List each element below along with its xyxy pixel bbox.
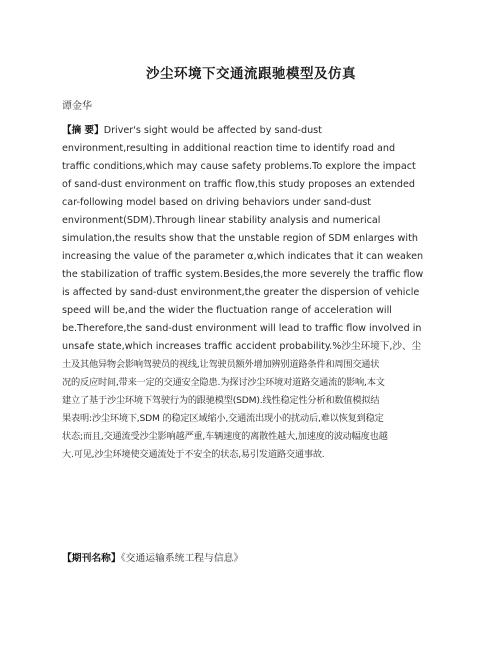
abstract-line: car-following model based on driving behaviors under sand-dust (62, 197, 372, 208)
abstract-block (62, 122, 446, 464)
abstract-line: is affected by sand-dust environment,the greater the dispersion of vehicle (62, 287, 420, 298)
abstract-line: speed will be,and the wider the fluctuation range of acceleration will (62, 305, 392, 316)
abstract-line: traffic conditions,which may cause safety problems.To explore the impact (62, 161, 416, 172)
abstract-line: simulation,the results show that the unstable region of SDM enlarges with (62, 233, 418, 244)
abstract-line: of sand-dust environment on traffic flow,this study proposes an extended (62, 179, 415, 190)
journal-line (62, 550, 243, 564)
abstract-line: environment(SDM).Through linear stability analysis and numerical (62, 215, 381, 226)
abstract-line: 建立了基于沙尘环境下驾驶行为的跟驰模型(SDM).线性稳定性分析和数值模拟结 (62, 395, 380, 406)
journal-label: 【期刊名称】 (62, 553, 121, 564)
paper-title: 沙尘环境下交通流跟驰模型及仿真 (146, 66, 356, 82)
abstract-line: be.Therefore,the sand-dust environment will lead to traffic flow involved in (62, 323, 422, 334)
abstract-line: 大.可见,沙尘环境使交通流处于不安全的状态,易引发道路交通事故. (62, 449, 325, 460)
abstract-chinese (62, 356, 446, 464)
abstract-line: the stabilization of traffic system.Besides,the more severely the traffic flow (62, 269, 424, 280)
abstract-line: 况的反应时间,带来一定的交通安全隐患.为探讨沙尘环境对道路交通流的影响,本文 (62, 377, 385, 388)
abstract-line: 土及其他异物会影响驾驶员的视线,让驾驶员额外增加辨别道路条件和周围交通状 (62, 359, 380, 370)
abstract-line: increasing the value of the parameter α,which indicates that it can weaken (62, 251, 424, 262)
journal-name: 《交通运输系统工程与信息》 (120, 553, 244, 564)
abstract-line: 状态;而且,交通流受沙尘影响越严重,车辆速度的离散性越大,加速度的波动幅度也越 (62, 431, 388, 442)
abstract-label: 【摘 要】 (62, 125, 104, 136)
abstract-line: 【摘 要】Driver's sight would be affected by sand-dust (62, 125, 322, 136)
abstract-line: unsafe state,which increases traffic accident probability.%沙尘环境下,沙、尘 (62, 341, 422, 352)
abstract-line: environment,resulting in additional reaction time to identify road and (62, 143, 396, 154)
abstract-line: 果表明:沙尘环境下,SDM 的稳定区域缩小,交通流出现小的扰动后,难以恢复到稳定 (62, 413, 384, 424)
author-name: 谭金华 (62, 101, 92, 112)
